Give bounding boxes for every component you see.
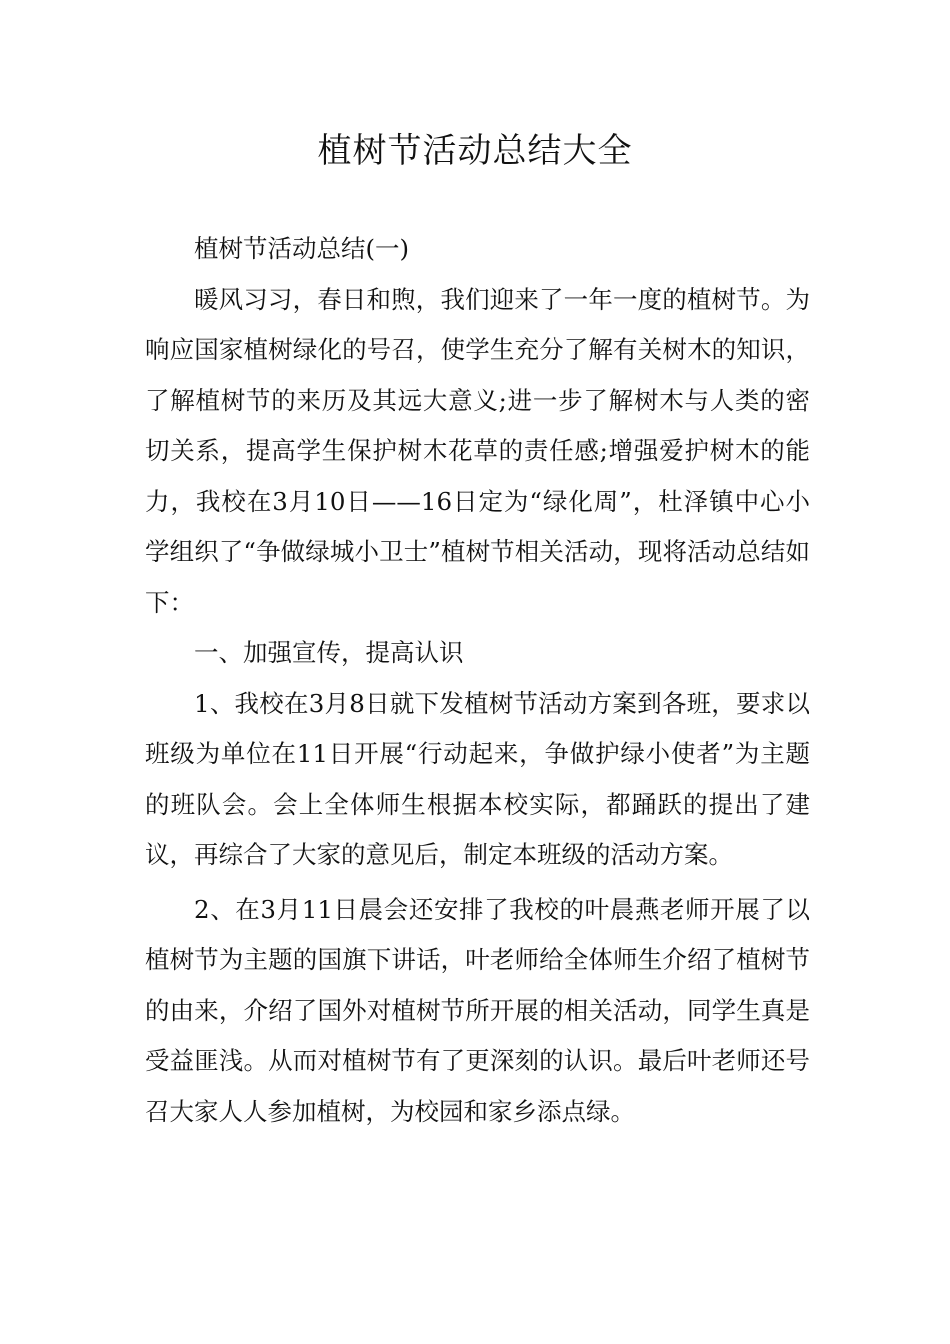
document-body: [145, 224, 810, 1137]
section-heading: 植树节活动总结(一): [194, 234, 410, 263]
document-title: 植树节活动总结大全: [317, 131, 633, 171]
body-paragraph-1: 1、我校在3月8日就下发植树节活动方案到各班，要求以班级为单位在11日开展“行动起来，争做护绿小使者”为主题的班队会。会上全体师生根据本校实际，都踊跃的提出了建议，再综合了大家的意见后，制定本班级的活动方案。: [145, 688, 810, 869]
body-paragraph-2: 2、在3月11日晨会还安排了我校的叶晨燕老师开展了以植树节为主题的国旗下讲话，叶老师给全体师生介绍了植树节的由来，介绍了国外对植树节所开展的相关活动，同学生真是受益匪浅。从而对植树节有了更深刻的认识。最后叶老师还号召大家人人参加植树，为校园和家乡添点绿。: [145, 894, 810, 1126]
subsection-heading: 一、加强宣传，提高认识: [194, 638, 464, 667]
intro-paragraph: 暖风习习，春日和煦，我们迎来了一年一度的植树节。为响应国家植树绿化的号召，使学生充分了解有关树木的知识，了解植树节的来历及其远大意义;进一步了解树木与人类的密切关系，提高学生保护树木花草的责任感;增强爱护树木的能力，我校在3月10日——16日定为“绿化周”，杜泽镇中心小学组织了“争做绿城小卫士”植树节相关活动，现将活动总结如下：: [145, 284, 810, 617]
